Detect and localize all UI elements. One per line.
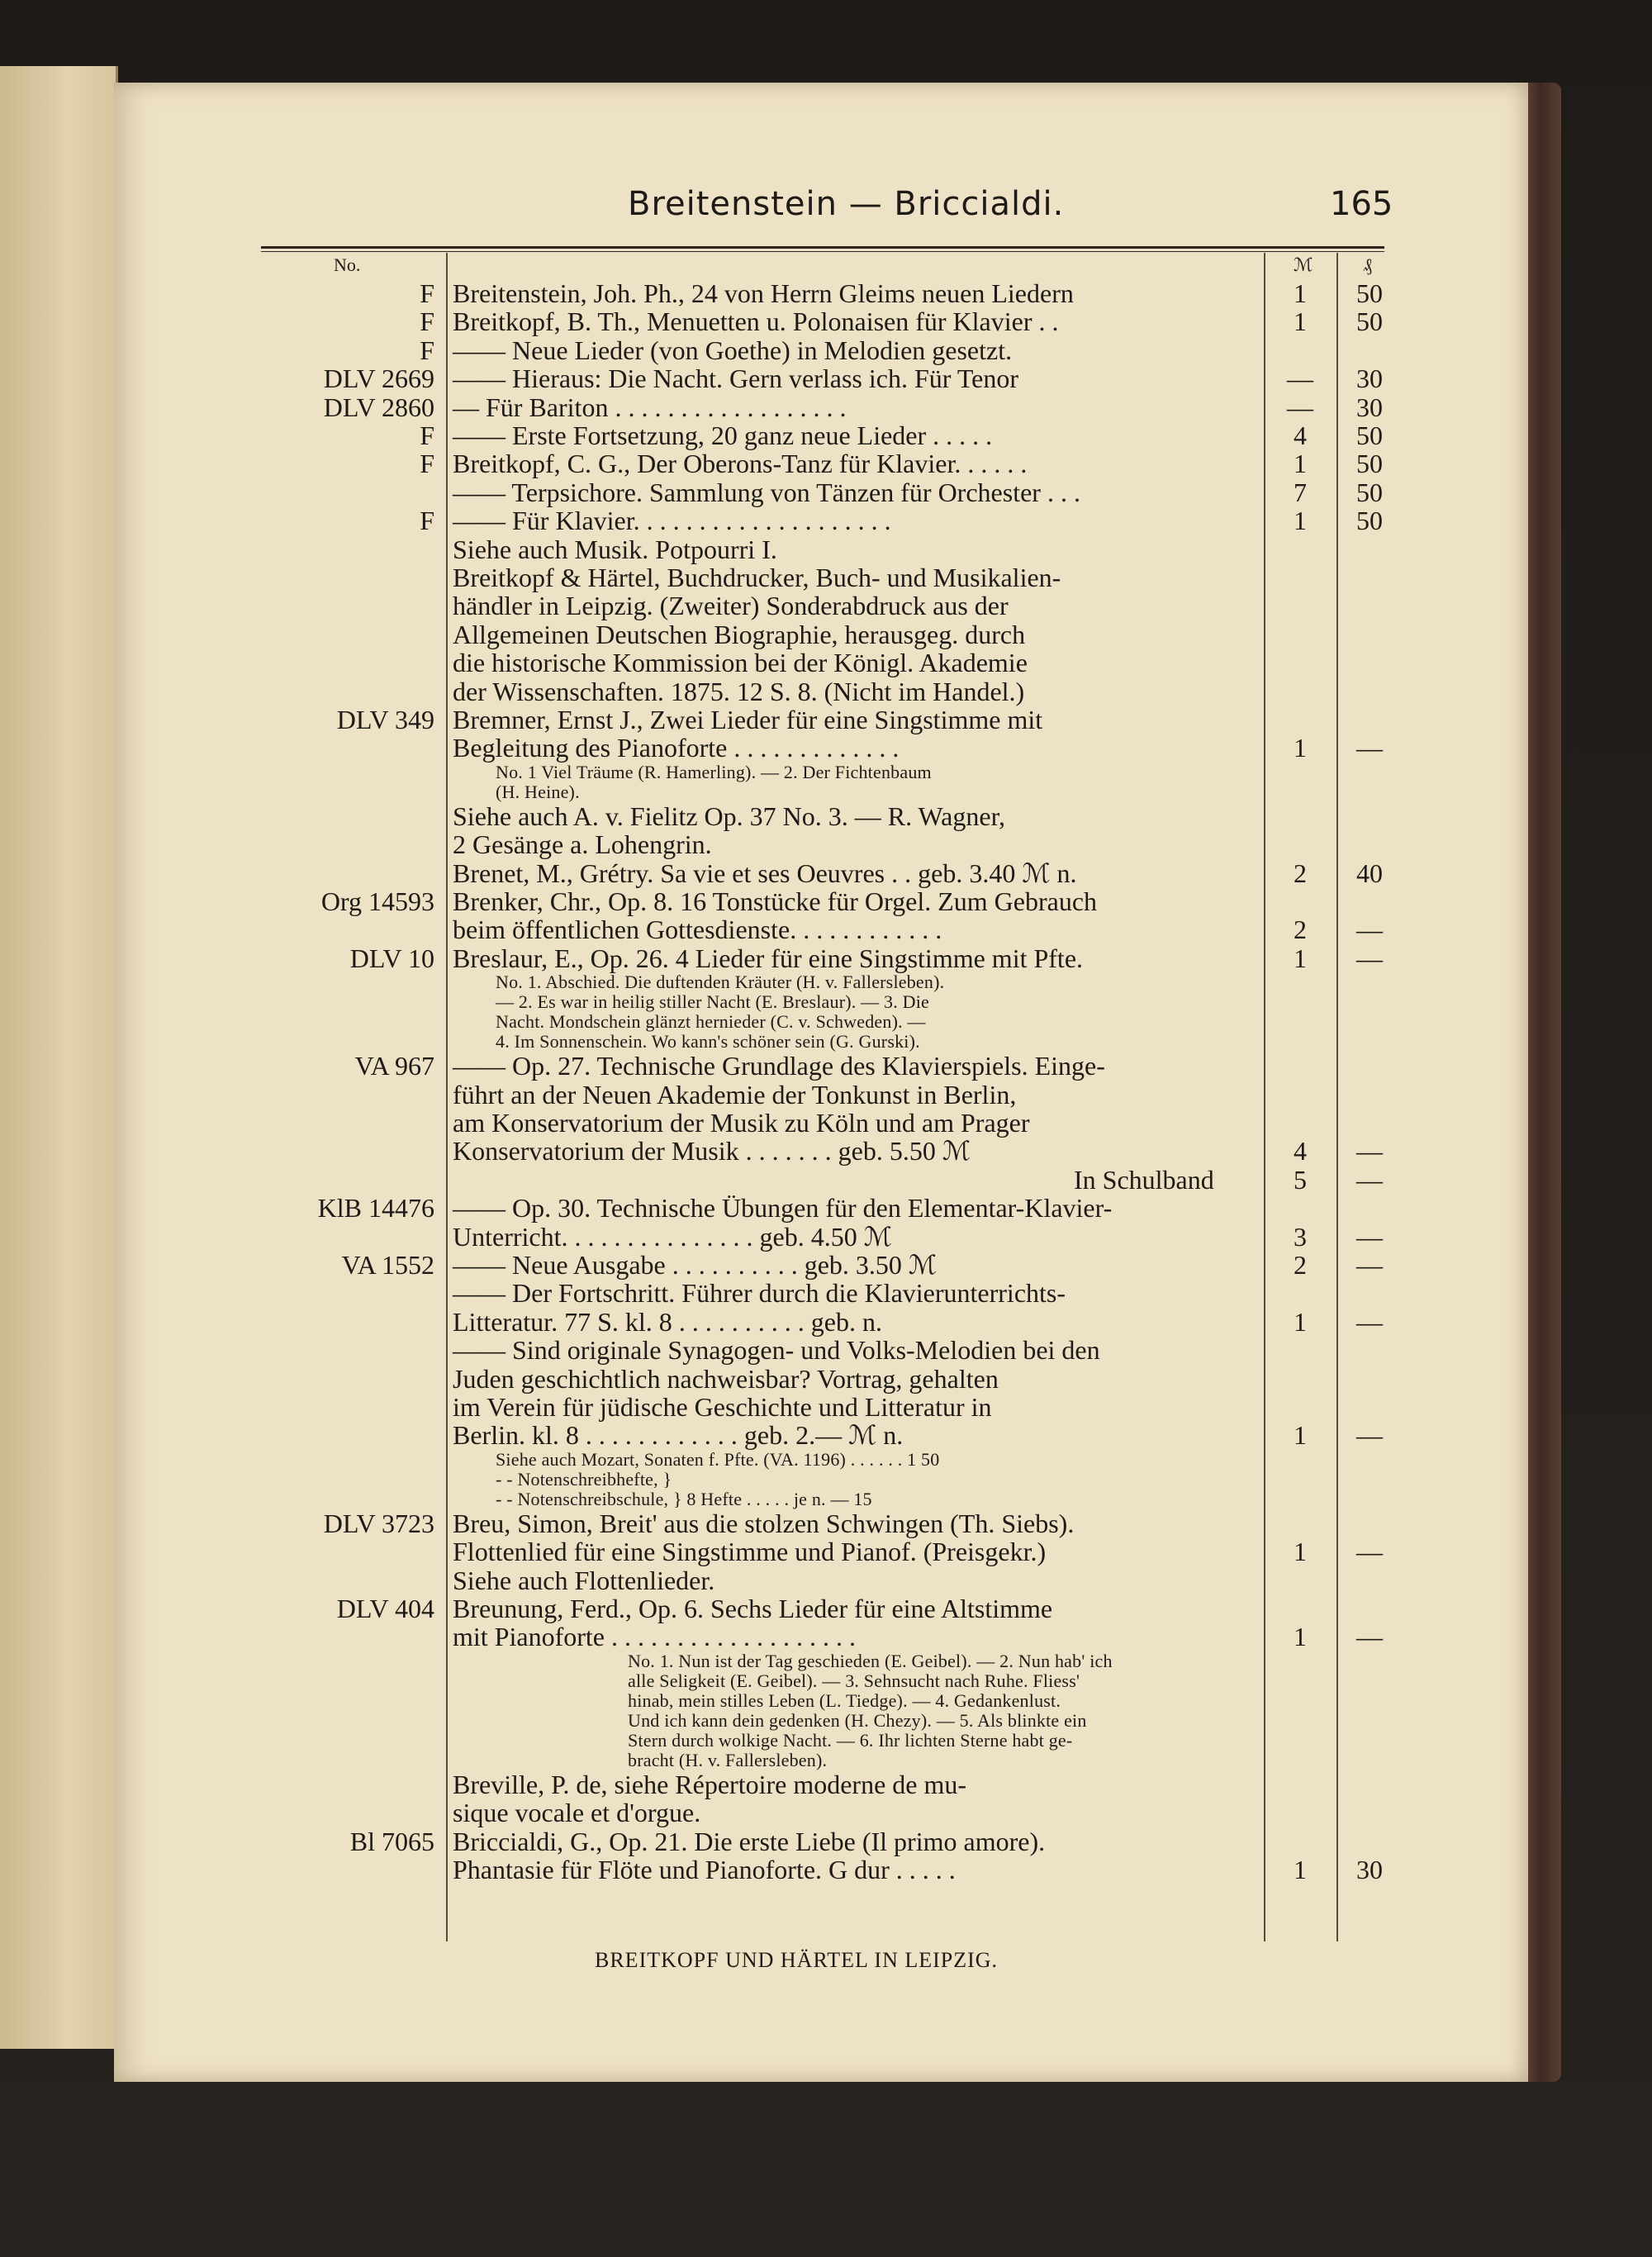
entry-text: Stern durch wolkige Nacht. — 6. Ihr lichten Sterne habt ge-: [628, 1729, 1073, 1751]
price-pfennig: 30: [1356, 392, 1383, 422]
price-pfennig: 50: [1356, 477, 1383, 507]
catalog-line: [0, 1751, 1652, 1770]
catalog-number: DLV 404: [336, 1594, 434, 1623]
catalog-line: [0, 364, 1652, 392]
price-mark: 3: [1294, 1221, 1307, 1252]
catalog-line: [0, 859, 1652, 887]
catalog-line: [0, 1393, 1652, 1421]
entry-text: Breunung, Ferd., Op. 6. Sechs Lieder für eine Altstimme: [453, 1594, 1053, 1623]
price-mark: 4: [1294, 421, 1307, 450]
catalog-line: [0, 1798, 1652, 1827]
entry-text: No. 1 Viel Träume (R. Hamerling). — 2. Der Fichtenbaum: [496, 761, 932, 782]
entry-text: am Konservatorium der Musik zu Köln und am Prager: [453, 1108, 1030, 1138]
catalog-line: [0, 449, 1652, 478]
price-pfennig: 50: [1356, 306, 1383, 337]
catalog-line: [0, 1731, 1652, 1751]
entry-text: - - Notenschreibhefte, }: [496, 1468, 672, 1490]
price-mark: 4: [1294, 1136, 1307, 1167]
entry-text: Phantasie für Flöte und Pianoforte. G dur . . . . .: [453, 1855, 956, 1884]
catalog-line: [0, 506, 1652, 535]
entry-text: In Schulband: [1074, 1164, 1214, 1195]
entry-text: Breville, P. de, siehe Répertoire moderne de mu-: [453, 1769, 967, 1799]
price-pfennig: —: [1356, 1164, 1383, 1195]
entry-text: No. 1. Nun ist der Tag geschieden (E. Geibel). — 2. Nun hab' ich: [628, 1650, 1113, 1671]
price-mark: —: [1287, 363, 1313, 394]
catalog-number: VA 967: [354, 1051, 434, 1081]
price-pfennig: —: [1356, 1221, 1383, 1252]
catalog-line: [0, 535, 1652, 563]
catalog-line: [0, 830, 1652, 858]
header-rule-top: [261, 246, 1384, 249]
running-title: Breitenstein — Briccialdi.: [628, 185, 1065, 223]
catalog-line: [0, 1827, 1652, 1855]
entry-text: Flottenlied für eine Singstimme und Pianof. (Preisgekr.): [453, 1537, 1047, 1567]
entry-text: 2 Gesänge a. Lohengrin.: [453, 829, 712, 860]
price-mark: 1: [1294, 1622, 1307, 1652]
catalog-line: [0, 972, 1652, 992]
price-pfennig: —: [1356, 915, 1383, 945]
entry-text: —— Op. 27. Technische Grundlage des Klavierspiels. Einge-: [453, 1051, 1105, 1081]
entry-text: Breitkopf, C. G., Der Oberons-Tanz für Klavier. . . . . .: [453, 449, 1028, 479]
entry-text: sique vocale et d'orgue.: [453, 1798, 701, 1828]
entry-text: der Wissenschaften. 1875. 12 S. 8. (Nicht im Handel.): [453, 676, 1025, 706]
catalog-line: [0, 1223, 1652, 1251]
catalog-line: [0, 1691, 1652, 1711]
catalog-line: [0, 1711, 1652, 1731]
header-rule-thin: [261, 251, 1384, 252]
catalog-line: [0, 1566, 1652, 1594]
catalog-number: F: [420, 421, 434, 450]
entry-text: — 2. Es war in heilig stiller Nacht (E. Breslaur). — 3. Die: [496, 991, 930, 1013]
catalog-line: [0, 421, 1652, 449]
catalog-line: [0, 1365, 1652, 1393]
price-pfennig: 50: [1356, 506, 1383, 536]
catalog-line: [0, 393, 1652, 421]
entry-text: Litteratur. 77 S. kl. 8 . . . . . . . . . . geb. n.: [453, 1306, 882, 1337]
catalog-number: Org 14593: [320, 886, 434, 916]
catalog-line: [0, 1855, 1652, 1884]
footer-imprint: BREITKOPF UND HÄRTEL IN LEIPZIG.: [595, 1948, 999, 1972]
catalog-line: [0, 1336, 1652, 1364]
price-pfennig: 30: [1356, 363, 1383, 394]
entry-text: —— Hieraus: Die Nacht. Gern verlass ich. Für Tenor: [453, 363, 1018, 394]
catalog-line: [0, 1032, 1652, 1052]
catalog-line: [0, 706, 1652, 734]
entry-text: Briccialdi, G., Op. 21. Die erste Liebe (Il primo amore).: [453, 1826, 1046, 1856]
price-mark: 1: [1294, 733, 1307, 763]
catalog-line: [0, 1623, 1652, 1651]
catalog-number: KlB 14476: [317, 1193, 434, 1224]
price-mark: 2: [1294, 915, 1307, 945]
catalog-line: [0, 802, 1652, 830]
catalog-number: F: [420, 335, 434, 365]
catalog-line: [0, 563, 1652, 592]
entry-text: Allgemeinen Deutschen Biographie, herausgeg. durch: [453, 619, 1026, 649]
entry-text: Und ich kann dein gedenken (H. Chezy). — 5. Als blinkte ein: [628, 1709, 1087, 1731]
entry-text: Brenker, Chr., Op. 8. 16 Tonstücke für Orgel. Zum Gebrauch: [453, 886, 1098, 916]
column-header-mark: ℳ: [1294, 254, 1313, 275]
entry-text: Brenet, M., Grétry. Sa vie et ses Oeuvres . . geb. 3.40 ℳ n.: [453, 858, 1077, 888]
catalog-number: DLV 3723: [323, 1508, 434, 1538]
catalog-line: [0, 1081, 1652, 1109]
price-pfennig: 30: [1356, 1855, 1383, 1884]
price-pfennig: —: [1356, 1420, 1383, 1451]
entry-text: —— Erste Fortsetzung, 20 ganz neue Lieder . . . . .: [453, 421, 993, 450]
price-pfennig: 50: [1356, 449, 1383, 479]
entry-text: Siehe auch A. v. Fielitz Op. 37 No. 3. — R. Wagner,: [453, 801, 1005, 831]
catalog-line: [0, 307, 1652, 335]
price-pfennig: —: [1356, 1136, 1383, 1167]
entry-text: alle Seligkeit (E. Geibel). — 3. Sehnsucht nach Ruhe. Fliess': [628, 1670, 1080, 1691]
entry-text: Breitkopf & Härtel, Buchdrucker, Buch- und Musikalien-: [453, 563, 1061, 592]
column-header-pfennig: ₰: [1363, 254, 1372, 275]
price-mark: 1: [1294, 278, 1307, 308]
column-header-number: No.: [334, 254, 361, 275]
entry-text: Breslaur, E., Op. 26. 4 Lieder für eine Singstimme mit Pfte.: [453, 943, 1084, 973]
entry-text: mit Pianoforte . . . . . . . . . . . . . . . . . . .: [453, 1622, 856, 1652]
entry-text: —— Terpsichore. Sammlung von Tänzen für Orchester . . .: [453, 477, 1080, 507]
price-pfennig: —: [1356, 1622, 1383, 1652]
entry-text: —— Für Klavier. . . . . . . . . . . . . . . . . . . .: [453, 506, 891, 536]
entry-text: Breitenstein, Joh. Ph., 24 von Herrn Gleims neuen Liedern: [453, 278, 1074, 308]
catalog-number: DLV 2860: [323, 392, 434, 422]
catalog-number: F: [420, 306, 434, 337]
catalog-line: [0, 1137, 1652, 1165]
catalog-line: [0, 1770, 1652, 1798]
catalog-line: [0, 1594, 1652, 1623]
catalog-line: [0, 1450, 1652, 1470]
entry-text: Bremner, Ernst J., Zwei Lieder für eine Singstimme mit: [453, 705, 1043, 734]
entry-text: die historische Kommission bei der Königl. Akademie: [453, 648, 1028, 678]
catalog-number: F: [420, 506, 434, 536]
catalog-number: VA 1552: [341, 1250, 434, 1280]
running-head: [0, 185, 1652, 235]
price-mark: 1: [1294, 1420, 1307, 1451]
price-pfennig: —: [1356, 943, 1383, 973]
entry-text: im Verein für jüdische Geschichte und Litteratur in: [453, 1392, 992, 1422]
catalog-number: Bl 7065: [349, 1826, 434, 1856]
catalog-line: [0, 1012, 1652, 1032]
entry-text: (H. Heine).: [496, 781, 580, 802]
catalog-line: [0, 1109, 1652, 1137]
page-number: 165: [1330, 185, 1393, 223]
entry-text: Siehe auch Mozart, Sonaten f. Pfte. (VA. 1196) . . . . . . 1 50: [496, 1448, 940, 1470]
price-mark: 2: [1294, 858, 1307, 888]
catalog-line: [0, 279, 1652, 307]
catalog-line: [0, 1166, 1652, 1194]
catalog-line: [0, 734, 1652, 762]
entry-text: 4. Im Sonnenschein. Wo kann's schöner sein (G. Gurski).: [496, 1031, 920, 1052]
catalog-line: [0, 677, 1652, 706]
entry-text: —— Der Fortschritt. Führer durch die Klavierunterrichts-: [453, 1278, 1066, 1309]
entry-text: Begleitung des Pianoforte . . . . . . . . . . . . .: [453, 733, 900, 763]
catalog-line: [0, 478, 1652, 506]
entry-text: händler in Leipzig. (Zweiter) Sonderabdruck aus der: [453, 591, 1009, 621]
entry-text: Juden geschichtlich nachweisbar? Vortrag, gehalten: [453, 1363, 999, 1394]
entry-text: Breu, Simon, Breit' aus die stolzen Schwingen (Th. Siebs).: [453, 1508, 1075, 1538]
entry-text: Nacht. Mondschein glänzt hernieder (C. v. Schweden). —: [496, 1011, 926, 1033]
catalog-line: [0, 992, 1652, 1012]
catalog-line: [0, 1671, 1652, 1691]
catalog-number: F: [420, 449, 434, 479]
price-mark: 7: [1294, 477, 1307, 507]
entry-text: Berlin. kl. 8 . . . . . . . . . . . . geb. 2.— ℳ n.: [453, 1420, 904, 1451]
catalog-number: DLV 10: [349, 943, 434, 973]
catalog-line: [0, 944, 1652, 972]
price-mark: —: [1287, 392, 1313, 422]
catalog-number: F: [420, 278, 434, 308]
entry-text: Breitkopf, B. Th., Menuetten u. Polonaisen für Klavier . .: [453, 306, 1059, 337]
price-pfennig: —: [1356, 1537, 1383, 1567]
catalog-line: [0, 915, 1652, 943]
price-pfennig: —: [1356, 733, 1383, 763]
entry-text: Unterricht. . . . . . . . . . . . . . . geb. 4.50 ℳ: [453, 1221, 892, 1252]
entry-text: bracht (H. v. Fallersleben).: [628, 1749, 828, 1770]
price-mark: 1: [1294, 306, 1307, 337]
price-pfennig: —: [1356, 1306, 1383, 1337]
catalog-line: [0, 620, 1652, 649]
price-pfennig: 40: [1356, 858, 1383, 888]
entry-text: —— Neue Lieder (von Goethe) in Melodien gesetzt.: [453, 335, 1013, 365]
catalog-number: DLV 2669: [323, 363, 434, 394]
entry-text: —— Neue Ausgabe . . . . . . . . . . geb. 3.50 ℳ: [453, 1250, 938, 1280]
price-pfennig: 50: [1356, 278, 1383, 308]
catalog-line: [0, 336, 1652, 364]
entry-text: Siehe auch Flottenlieder.: [453, 1565, 715, 1595]
catalog-line: [0, 1651, 1652, 1671]
catalog-line: [0, 1279, 1652, 1307]
catalog-line: [0, 649, 1652, 677]
catalog-line: [0, 763, 1652, 782]
catalog-line: [0, 1537, 1652, 1566]
price-mark: 1: [1294, 1306, 1307, 1337]
catalog-line: [0, 782, 1652, 802]
price-pfennig: 50: [1356, 421, 1383, 450]
price-mark: 1: [1294, 1855, 1307, 1884]
catalog-line: [0, 1509, 1652, 1537]
catalog-line: [0, 1251, 1652, 1279]
catalog-line: [0, 1490, 1652, 1509]
price-mark: 1: [1294, 506, 1307, 536]
price-mark: 1: [1294, 1537, 1307, 1567]
entry-text: — Für Bariton . . . . . . . . . . . . . . . . . .: [453, 392, 847, 422]
catalog-line: [0, 1421, 1652, 1449]
price-mark: 2: [1294, 1250, 1307, 1280]
price-mark: 5: [1294, 1164, 1307, 1195]
catalog-line: [0, 592, 1652, 620]
entry-text: hinab, mein stilles Leben (L. Tiedge). — 4. Gedankenlust.: [628, 1689, 1061, 1711]
catalog-line: [0, 1308, 1652, 1336]
price-pfennig: —: [1356, 1250, 1383, 1280]
entry-text: Siehe auch Musik. Potpourri I.: [453, 534, 777, 564]
entry-text: Konservatorium der Musik . . . . . . . geb. 5.50 ℳ: [453, 1136, 971, 1167]
catalog-line: [0, 1194, 1652, 1222]
catalog-line: [0, 887, 1652, 915]
catalog-line: [0, 1052, 1652, 1080]
entry-text: führt an der Neuen Akademie der Tonkunst in Berlin,: [453, 1079, 1017, 1109]
entry-text: —— Sind originale Synagogen- und Volks-Melodien bei den: [453, 1335, 1100, 1366]
price-mark: 1: [1294, 449, 1307, 479]
catalog-line: [0, 1470, 1652, 1490]
catalog-number: DLV 349: [336, 705, 434, 734]
entry-text: beim öffentlichen Gottesdienste. . . . . . . . . . . .: [453, 915, 942, 945]
entry-text: No. 1. Abschied. Die duftenden Kräuter (H. v. Fallersleben).: [496, 972, 945, 993]
price-mark: 1: [1294, 943, 1307, 973]
entry-text: —— Op. 30. Technische Übungen für den Elementar-Klavier-: [453, 1193, 1113, 1224]
entry-text: - - Notenschreibschule, } 8 Hefte . . . . . je n. — 15: [496, 1488, 872, 1509]
